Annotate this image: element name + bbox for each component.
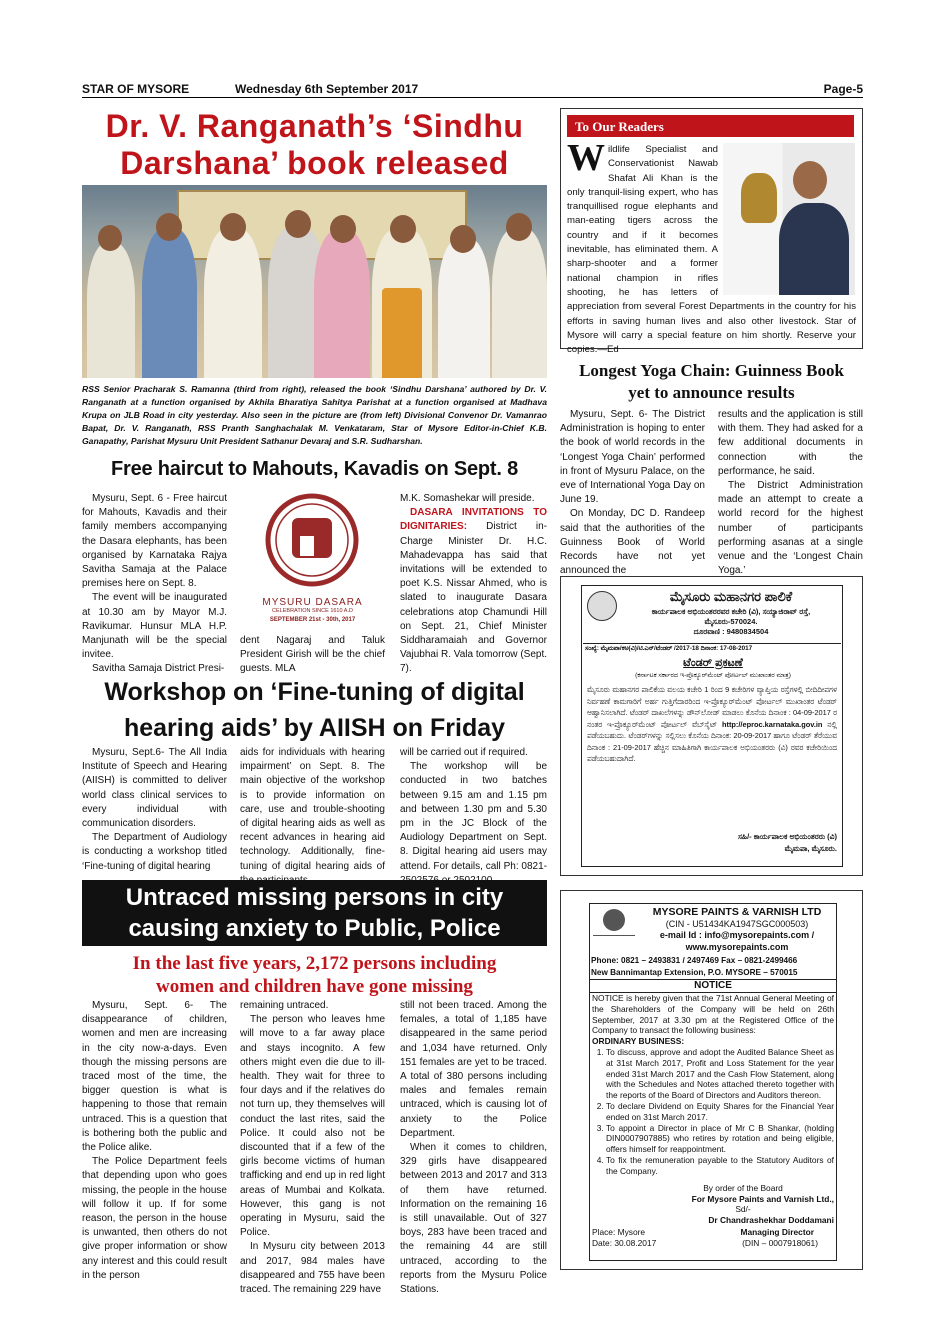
readers-box — [560, 108, 863, 356]
mcc-ref: ಸಂಖ್ಯೆ: ಮೈಮಪಾ/ಕಅ(ವಿ)/ಟಿ.ಎನ್/ಟೆಂಡರ್ /2017-18 ದಿನಾಂಕ: 17-08-2017 — [585, 645, 753, 652]
dasara-logo — [240, 492, 385, 632]
paints-logo-icon — [593, 907, 635, 951]
paints-order: By order of the Board For Mysore Paints and Varnish Ltd., Sd/- Dr Chandrashekhar Doddamani — [691, 1183, 834, 1225]
paints-ad — [560, 890, 863, 1270]
mcc-tender-ad: ಮೈಸೂರು ಮಹಾನಗರ ಪಾಲಿಕೆ ಕಾರ್ಯಪಾಲಕ ಅಭಿಯಂತರರವರ ಕಚೇರಿ (ವಿ), ಸಯ್ಯಾಜಿರಾವ್ ರಸ್ತೆ, ಮೈಸೂರು-570024. ದೂರವಾಣಿ : 9480834504 ಸಂಖ್ಯೆ: ಮೈಮಪಾ/ಕಅ(ವಿ)/ಟಿ.ಎನ್/ಟೆಂಡರ್ /2017-18 ದಿನಾಂಕ: 17-08-2017 ಟೆಂಡರ್ ಪ್ರಕಟಣೆ (ಕರ್ನಾಟಕ ಸರ್ಕಾರದ ಇ-ಪ್ರೊಕ್ಯೂರ್‌ಮೆಂಟ್ ಪೋರ್ಟಲ್ ಮುಖಾಂತರ ಮಾತ್ರ) ಮೈಸೂರು ಮಹಾನಗರ ಪಾಲಿಕೆಯ ವಲಯ ಕಚೇರಿ 1 ರಿಂದ 9 ಕಚೇರಿಗಳ ವ್ಯಾಪ್ತಿಯ ರಸ್ತೆಗಳಲ್ಲಿ ಬೀದಿದೀಪಗಳ ನಿರ್ವಹಣೆ ಕಾಮಗಾರಿಗೆ ಅರ್ಹ ಗುತ್ತಿಗೆದಾರರಿಂದ ಇ-ಪ್ರೊಕ್ಯೂರ್‌ಮೆಂಟ್ ಪೋರ್ಟಲ್ ಮುಖಾಂತರ ಟೆಂಡರ್ ಆಹ್ವಾನಿಸಲಾಗಿದೆ. ಟೆಂಡರ್ ದಾಖಲೆಗಳನ್ನು ಡೌನ್‌ಲೋಡ್ ಮಾಡಲು ಕೊನೆಯ ದಿನಾಂಕ : 04-09-2017 ರ ನಂತರ ಇ-ಪ್ರೊಕ್ಯೂರ್‌ಮೆಂಟ್ ಪೋರ್ಟಲ್ ವೆಬ್‌ಸೈಟ್ http://eproc.karnataka.gov.in ನಲ್ಲಿ ಪಡೆಯಬಹುದು. ಟೆಂಡರ್‌ಗಳನ್ನು ಸಲ್ಲಿಸಲು ಕೊನೆಯ ದಿನಾಂಕ: 20-09-2017 ಹಾಗೂ ಟೆಂಡರ್ ತೆರೆಯುವ ದಿನಾಂಕ : 21-09-2017 ಹೆಚ್ಚಿನ ಮಾಹಿತಿಗಾಗಿ ಕಾರ್ಯಪಾಲಕ ಅಭಿಯಂತರರು (ವಿ) ರವರ ಕಚೇರಿಯಿಂದ ಪಡೆಯಬಹುದಾಗಿದೆ. ಸಹಿ/- ಕಾರ್ಯಪಾಲಕ ಅಭಿಯಂತರರು (ವಿ) ಮೈಮಪಾ, ಮೈಸೂರು. — [560, 576, 863, 876]
paints-notice-body: NOTICE is hereby given that the 71st Annual General Meeting of the Shareholders of the Company will be held on 26th September, 2017 at 3.30 pm at the Registered Office of the Company to transact the following business: ORDINARY BUSINESS: 1. To discuss, approve and adopt the Audited Balance Sheet as at 31st March 2017, Profit and Loss Statement for the year ended 31st March 2017 and the Cash Flow Statement, along with the Schedules and Notes attached thereto together with the reports of the Board of Directors and Auditors thereon. 2. To declare Dividend on Equity Shares for the Financial Year ended on 31st March 2017. 3. To appoint a Director in place of Mr C B Shankar, (holding DIN0007907885) who retires by rotation and being eligible, offers himself for reappointment. 4. To fix the remuneration payable to the Statutory Auditors of the Company. — [592, 993, 834, 1177]
workshop-col-3: will be carried out if required. The workshop will be conducted in two batches between 9.15 am and 1.15 pm and between 1.30 pm and 5.30 pm in the JC Block of the Audiology Department on Sept. 8. Digital hearing aid users may attend. For details, call Ph: 0821- — [400, 747, 547, 872]
issue-date: Wednesday 6th September 2017 — [235, 82, 419, 96]
paints-footer: Place: Mysore Managing Director Date: 30.08.2017 (DIN – 0007918061) — [592, 1227, 818, 1248]
mcc-signature: ಸಹಿ/- ಕಾರ್ಯಪಾಲಕ ಅಭಿಯಂತರರು (ವಿ) ಮೈಮಪಾ, ಮೈಸೂರು. — [737, 832, 837, 853]
mcc-notice-title: ಟೆಂಡರ್ ಪ್ರಕಟಣೆ — [683, 657, 743, 669]
dasara-emblem-icon — [240, 492, 385, 592]
page-header — [82, 82, 863, 98]
workshop-col-1: Mysuru, Sept.6- The All India Institute of Speech and Hearing (AIISH) is committed to deliver world class clinical services to every individual with communication disorders. The Department of Audiology is conducting a workshop titled ‘Fine-tuning of digital hearing — [82, 747, 227, 872]
dasara-subhead: DASARA INVITATIONS TO DIGNITARIES: — [400, 507, 547, 533]
mcc-notice-sub: (ಕರ್ನಾಟಕ ಸರ್ಕಾರದ ಇ-ಪ್ರೊಕ್ಯೂರ್‌ಮೆಂಟ್ ಪೋರ್ಟಲ್ ಮುಖಾಂತರ ಮಾತ್ರ) — [635, 672, 791, 679]
mcc-title: ಮೈಸೂರು ಮಹಾನಗರ ಪಾಲಿಕೆ — [669, 589, 793, 604]
dasara-logo-dates: SEPTEMBER 21st - 30th, 2017 — [269, 617, 356, 623]
dasara-logo-sub: CELEBRATION SINCE 1610 A.D — [272, 608, 353, 614]
photo-caption: RSS Senior Pracharak S. Ramanna (third from right), released the book ‘Sindhu Darshana’ authored by Dr. V. Ranganath at a function organised by Akhila Bharatiya Sahitya Parishat at a function organised at Madhava Krupa on JLB Road in city yesterday. Also seen in the picture are (from left) Divisional Convenor Dr. Vamanrao Bapat, Dr. V. Ranganath, RSS Pranth Sanghachalak M. Venkataram, Star of Mysore Editor-in-Chief K.B. Ganapathy, Parishat Mysuru Unit President Sathanur Devaraj and S.R. Sudharshan. — [82, 384, 547, 446]
yoga-col-1: Mysuru, Sept. 6- The District Administration is hoping to enter the book of world records in the ‘Longest Yoga Chain’ performed in front of Mysuru Palace, on the eve of International Yoga Day on June 19. On Monday, DC D. Randeep said that the authorities of the Guinness Book of World Records have not yet announced the — [560, 409, 705, 577]
haircut-col-3: M.K. Somashekar will preside. DASARA INVITATIONS TO DIGNITARIES: District in-Charge Minister Dr. H.C. Mahadevappa has said that invitations will be extended to poet K.S. Nissar Ahmed, who is slated to inaugurate Dasara celebrations atop Chamundi Hill on Sept. 21, Chief Minister Siddharamaiah and Governor Vajubhai R. Vala tomorrow (Sept. 7). — [400, 493, 547, 675]
workshop-col-2: aids for individuals with hearing impairment’ on Sept. 8. The main objective of the workshop is to provide information on care, use and trouble-shooting of digital hearing aids as well as recent advances in hearing aid technology. Additionally, fine-tuning of digital hearing aids of — [240, 747, 385, 872]
yoga-col-2: results and the application is still with them. They had asked for a few additional documents in connection with the performance, he said. The District Administration made an attempt to create a world record for the highest number of participants performing asanas at a single venue and the ‘Longest Chain Yoga.’ — [718, 409, 863, 577]
yoga-headline: Longest Yoga Chain: Guinness Book yet to announce results — [579, 361, 844, 402]
missing-col-2: remaining untraced. The person who leaves hme will move to a far away place and stays incognito. A few others might even die due to ill-health. They wait for three to four days and if the relatives do not turn up, they themselves will conduct the last rites, said the Police. It could also not be discounted that if a few of the girls become victims of human trafficking and end up in red light areas of Mumbai and Kolkata. However, this gang is not operating in Mysuru, said the Police. In Mysuru city between 2013 and 2017, 984 males have disappeared and 755 have been traced. The remaining 229 have — [240, 1000, 385, 1296]
missing-col-3: still not been traced. Among the females, a total of 1,185 have disappeared in the same period and 1,034 have returned. Only 151 females are yet to be traced. A total of 380 persons including males and females remain untraced, which is causing lot of anxiety to the Police Department. When it comes to children, 329 girls have disappeared between 2013 and 2017 and 313 of them have returned. Information on the remaining 16 is still unavailable. Out of 327 boys, 283 have been traced and the remaining 44 are still untraced, according to the reports from the Mysuru Police Stations. — [400, 1000, 547, 1296]
page-number: Page-5 — [823, 82, 863, 96]
missing-col-1: Mysuru, Sept. 6- The disappearance of children, women and men are increasing in the city now-a-days. Even though the missing persons are traced most of the time, the bigger question is what is happening to those that remain untraced. This is a question that is bothering both the public and the Police alike. The Police Department feels that depending upon who goes missing, the people in the house will follow it up. If for some reason, the person in the house is unwanted, then others do not give proper information or show any interest and this could result in the person — [82, 1000, 227, 1281]
paper-name: STAR OF MYSORE — [82, 82, 190, 96]
paints-header: MYSORE PAINTS & VARNISH LTD (CIN - U51434KA1947SGC000503) e-mail Id : info@mysorepaints.com / www.mysorepaints.com — [652, 906, 822, 952]
paints-business-list: 1. To discuss, approve and adopt the Audited Balance Sheet as at 31st March 2017, Profit and Loss Statement for the year ended 31st March 2017 and the Cash Flow Statement, along with the Schedules and Notes attached thereto together with the reports of the Board of Directors and Auditors thereon. 2. To declare Dividend on Equity Shares for the Financial Year ended on 31st March 2017. 3. To appoint a Director in place of Mr C B Shankar, (holding DIN0007907885) who retires by rotation and being eligible, offers himself for reappointment. 4. To fix the remuneration payable to the Statutory Auditors of the Company. — [592, 1047, 834, 1177]
mcc-body: ಮೈಸೂರು ಮಹಾನಗರ ಪಾಲಿಕೆಯ ವಲಯ ಕಚೇರಿ 1 ರಿಂದ 9 ಕಚೇರಿಗಳ ವ್ಯಾಪ್ತಿಯ ರಸ್ತೆಗಳಲ್ಲಿ ಬೀದಿದೀಪಗಳ ನಿರ್ವಹಣೆ ಕಾಮಗಾರಿಗೆ ಅರ್ಹ ಗುತ್ತಿಗೆದಾರರಿಂದ ಇ-ಪ್ರೊಕ್ಯೂರ್‌ಮೆಂಟ್ ಪೋರ್ಟಲ್ ಮುಖಾಂತರ ಟೆಂಡರ್ ಆಹ್ವಾನಿಸಲಾಗಿದೆ. ಟೆಂಡರ್ ದಾಖಲೆಗಳನ್ನು ಡೌನ್‌ಲೋಡ್ ಮಾಡಲು ಕೊನೆಯ ದಿನಾಂಕ : 04-09-2017 ರ ನಂತರ ಇ-ಪ್ರೊಕ್ಯೂರ್‌ಮೆಂಟ್ ಪೋರ್ಟಲ್ ವೆಬ್‌ಸೈಟ್ http://eproc.karnataka.gov.in ನಲ್ಲಿ ಪಡೆಯಬಹುದು. ಟೆಂಡರ್‌ಗಳನ್ನು ಸಲ್ಲಿಸಲು ಕೊನೆಯ ದಿನಾಂಕ: 20-09-2017 ಹಾಗೂ ಟೆಂಡರ್ ತೆರೆಯುವ ದಿನಾಂಕ : 21-09-2017 ಹೆಚ್ಚಿನ ಮಾಹಿತಿಗಾಗಿ ಕಾರ್ಯಪಾಲಕ ಅಭಿಯಂತರರು (ವಿ) ರವರ ಕಚೇರಿಯಿಂದ ಪಡೆಯಬಹುದಾಗಿದೆ. — [587, 685, 837, 763]
readers-text: Wildlife Specialist and Conservationist Nawab Shafat Ali Khan is the only tranquil-lising expert, who has tranquillised rogue elephants and man-eating tigers across the country and if it becomes inevitable, has eliminated them. A sharp-shooter and a former national champion in rifles shooting, he has letters of appreciation from several Forest Departments in the country for his efforts in saving human lives and also other livestock. Star of Mysore will carry a special feature on him shortly. Reserve your copies.—Ed — [567, 137, 856, 356]
haircut-col-1: Mysuru, Sept. 6 - Free haircut for Mahouts, Kavadis and their family members accompanying the Dasara elephants, has been organised by Karnataka Rajya Savitha Samaja at the Palace premises here on Sept. 8. The event will be inaugurated at 10.30 am by Mayor M.J. Ravikumar. Hunsur MLA H.P. Manjunath will be the special invitee. Savitha Samaja District Presi- — [82, 493, 227, 675]
haircut-col-2: dent Nagaraj and Taluk President Girish will be the chief guests. MLA — [240, 635, 385, 675]
workshop-headline: Workshop on ‘Fine-tuning of digital hearing aids’ by AIISH on Friday — [104, 678, 525, 742]
sindhu-headline: Dr. V. Ranganath’s ‘Sindhu Darshana’ book released — [105, 108, 524, 181]
mcc-emblem-icon — [587, 591, 617, 621]
book-release-photo — [82, 185, 547, 378]
dasara-logo-title: MYSURU DASARA — [262, 597, 363, 608]
paints-notice-title: NOTICE — [589, 979, 837, 993]
missing-subheadline: In the last five years, 2,172 persons including women and children have gone missing — [132, 953, 497, 997]
haircut-headline: Free haircut to Mahouts, Kavadis on Sept. 8 — [110, 458, 519, 480]
missing-headline: Untraced missing persons in city causing anxiety to Public, Police — [82, 880, 547, 946]
readers-title-bar — [567, 115, 854, 137]
paints-contact: Phone: 0821 – 2493831 / 2497469 Fax – 0821-2499466 New Bannimantap Extension, P.O. MYSORE – 570015 — [591, 956, 798, 977]
readers-title: To Our Readers — [575, 119, 664, 134]
